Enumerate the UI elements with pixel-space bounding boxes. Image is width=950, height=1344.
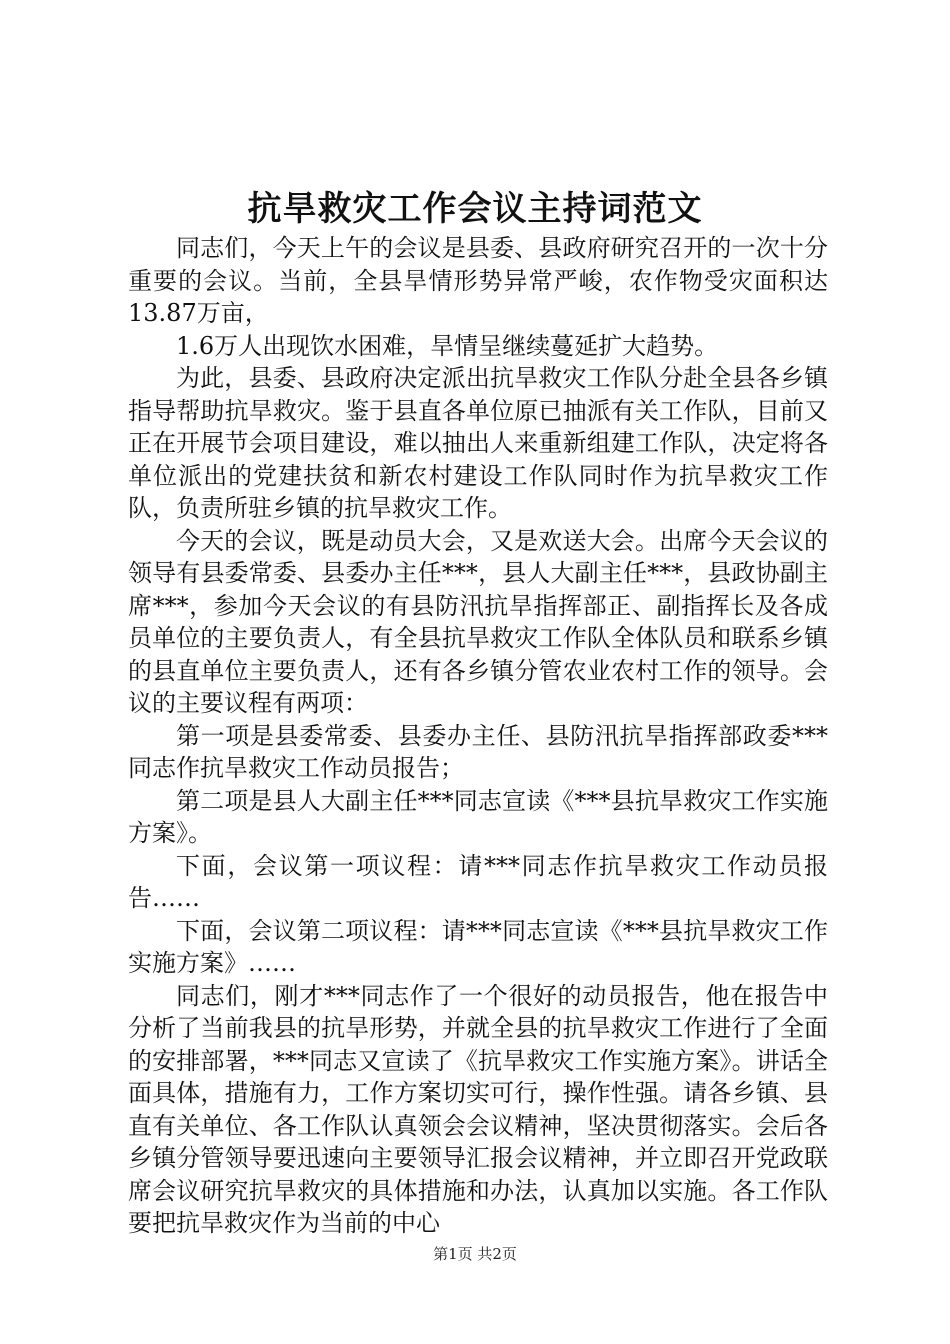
- paragraph: 下面，会议第二项议程：请***同志宣读《***县抗旱救灾工作实施方案》……: [128, 916, 828, 977]
- paragraph: 第二项是县人大副主任***同志宣读《***县抗旱救灾工作实施方案》。: [128, 786, 828, 847]
- document-body: [128, 232, 828, 1240]
- paragraph: 第一项是县委常委、县委办主任、县防汛抗旱指挥部政委***同志作抗旱救灾工作动员报告；: [128, 721, 828, 782]
- paragraph: 下面，会议第一项议程：请***同志作抗旱救灾工作动员报告……: [128, 851, 828, 912]
- paragraph: 1.6万人出现饮水困难，旱情呈继续蔓延扩大趋势。: [176, 331, 719, 360]
- paragraph: 同志们，今天上午的会议是县委、县政府研究召开的一次十分重要的会议。当前，全县旱情形势异常严峻，农作物受灾面积达13.87万亩，: [128, 234, 828, 327]
- paragraph: 为此，县委、县政府决定派出抗旱救灾工作队分赴全县各乡镇指导帮助抗旱救灾。鉴于县直各单位原已抽派有关工作队，目前又正在开展节会项目建设，难以抽出人来重新组建工作队，决定将各单位派出的党建扶贫和新农村建设工作队同时作为抗旱救灾工作队，负责所驻乡镇的抗旱救灾工作。: [128, 364, 828, 522]
- paragraph: 同志们，刚才***同志作了一个很好的动员报告，他在报告中分析了当前我县的抗旱形势，并就全县的抗旱救灾工作进行了全面的安排部署，***同志又宣读了《抗旱救灾工作实施方案》。讲话全面具体，措施有力，工作方案切实可行，操作性强。请各乡镇、县直有关单位、各工作队认真领会会议精神，坚决贯彻落实。会后各乡镇分管领导要迅速向主要领导汇报会议精神，并立即召开党政联席会议研究抗旱救灾的具体措施和办法，认真加以实施。各工作队要把抗旱救灾作为当前的中心: [128, 981, 828, 1237]
- document-title: 抗旱救灾工作会议主持词范文: [247, 189, 703, 229]
- page-number: 第1页 共2页: [433, 1245, 517, 1263]
- paragraph: 今天的会议，既是动员大会，又是欢送大会。出席今天会议的领导有县委常委、县委办主任***，县人大副主任***，县政协副主席***，参加今天会议的有县防汛抗旱指挥部正、副指挥长及各成员单位的主要负责人，有全县抗旱救灾工作队全体队员和联系乡镇的县直单位主要负责人，还有各乡镇分管农业农村工作的领导。会议的主要议程有两项：: [128, 526, 828, 717]
